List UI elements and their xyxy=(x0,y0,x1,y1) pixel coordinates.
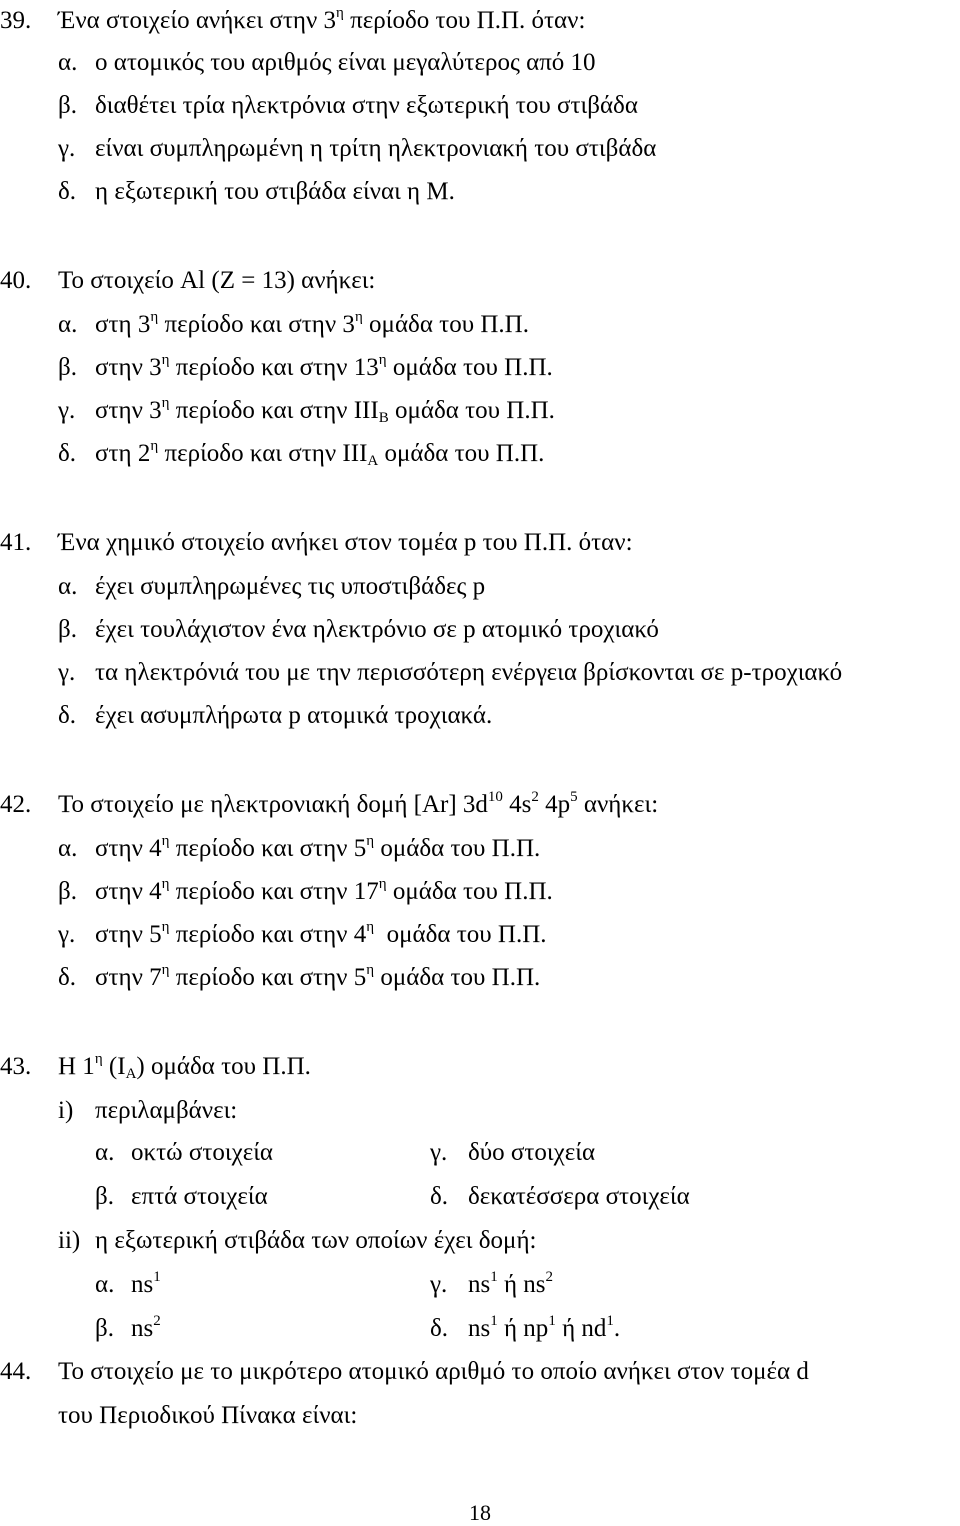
q44-number: 44. xyxy=(0,1358,32,1385)
q40-number: 40. xyxy=(0,267,32,294)
q41-number: 41. xyxy=(0,529,32,556)
q43-number: 43. xyxy=(0,1053,32,1080)
q39-number: 39. xyxy=(0,7,32,34)
page-number: 18 xyxy=(469,1500,491,1525)
q42-number: 42. xyxy=(0,791,32,818)
